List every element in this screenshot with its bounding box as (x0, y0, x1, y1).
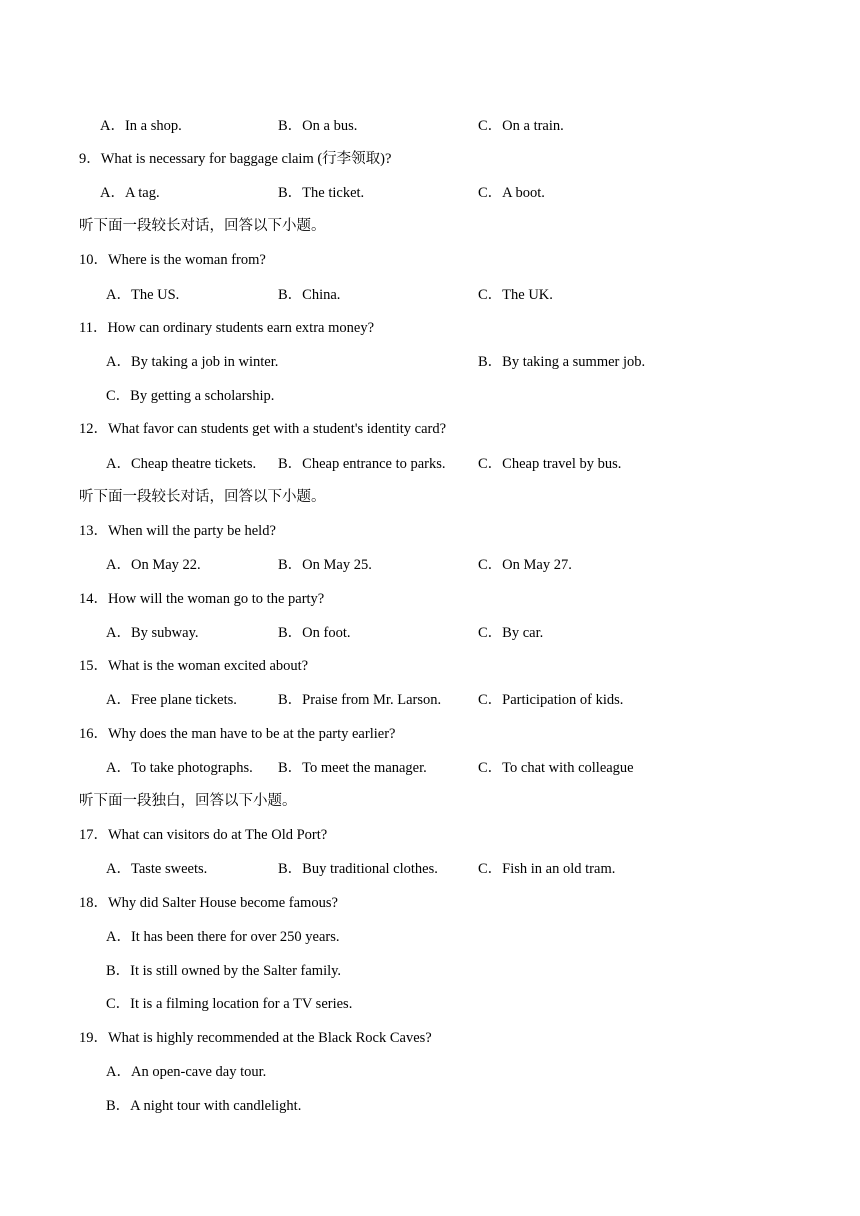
q9-option-b: B．The ticket. (278, 185, 365, 201)
q16-option-b: B．To meet the manager. (278, 760, 427, 776)
q12-option-a: A．Cheap theatre tickets. (106, 456, 257, 472)
q12-option-c: C．Cheap travel by bus. (478, 456, 622, 472)
q11-option-b: B．By taking a summer job. (478, 354, 646, 370)
q11-option-c: C．By getting a scholarship. (106, 388, 275, 404)
q15-option-a: A．Free plane tickets. (106, 692, 237, 708)
q15-question: 15．What is the woman excited about? (79, 658, 309, 674)
q10-option-b: B．China. (278, 287, 341, 303)
q16-option-c: C．To chat with colleague (478, 760, 634, 776)
q10-question: 10．Where is the woman from? (79, 252, 266, 268)
q11-option-a: A．By taking a job in winter. (106, 354, 279, 370)
q15-option-b: B．Praise from Mr. Larson. (278, 692, 442, 708)
q10-option-a: A．The US. (106, 287, 180, 303)
q18-option-b: B．It is still owned by the Salter family. (106, 963, 342, 979)
q12-option-b: B．Cheap entrance to parks. (278, 456, 446, 472)
q9-option-c: C．A boot. (478, 185, 545, 201)
q16-question: 16．Why does the man have to be at the party earlier? (79, 726, 396, 742)
q8-option-b: B．On a bus. (278, 118, 358, 134)
q15-option-c: C．Participation of kids. (478, 692, 624, 708)
q14-option-a: A．By subway. (106, 625, 199, 641)
q9-option-a: A．A tag. (100, 185, 160, 201)
section-instruction: 听下面一段较长对话，回答以下小题。 (79, 218, 326, 234)
q17-option-c: C．Fish in an old tram. (478, 861, 616, 877)
q14-option-c: C．By car. (478, 625, 544, 641)
q16-option-a: A．To take photographs. (106, 760, 253, 776)
q13-question: 13．When will the party be held? (79, 523, 276, 539)
q18-question: 18．Why did Salter House become famous? (79, 895, 338, 911)
section-instruction: 听下面一段独白，回答以下小题。 (79, 793, 297, 809)
q8-option-a: A．In a shop. (100, 118, 182, 134)
q18-option-c: C．It is a filming location for a TV series. (106, 996, 353, 1012)
section-instruction: 听下面一段较长对话，回答以下小题。 (79, 489, 326, 505)
q17-question: 17．What can visitors do at The Old Port? (79, 827, 328, 843)
q19-option-b: B．A night tour with candlelight. (106, 1098, 302, 1114)
q17-option-a: A．Taste sweets. (106, 861, 208, 877)
q17-option-b: B．Buy traditional clothes. (278, 861, 438, 877)
q13-option-a: A．On May 22. (106, 557, 201, 573)
q13-option-c: C．On May 27. (478, 557, 572, 573)
q14-question: 14．How will the woman go to the party? (79, 591, 325, 607)
q9-question: 9．What is necessary for baggage claim (行李领取)? (79, 151, 392, 167)
q10-option-c: C．The UK. (478, 287, 553, 303)
q12-question: 12．What favor can students get with a student's identity card? (79, 421, 447, 437)
q11-question: 11．How can ordinary students earn extra money? (79, 320, 375, 336)
q18-option-a: A．It has been there for over 250 years. (106, 929, 340, 945)
q19-question: 19．What is highly recommended at the Black Rock Caves? (79, 1030, 432, 1046)
q14-option-b: B．On foot. (278, 625, 351, 641)
q8-option-c: C．On a train. (478, 118, 564, 134)
q19-option-a: A．An open-cave day tour. (106, 1064, 267, 1080)
q13-option-b: B．On May 25. (278, 557, 372, 573)
